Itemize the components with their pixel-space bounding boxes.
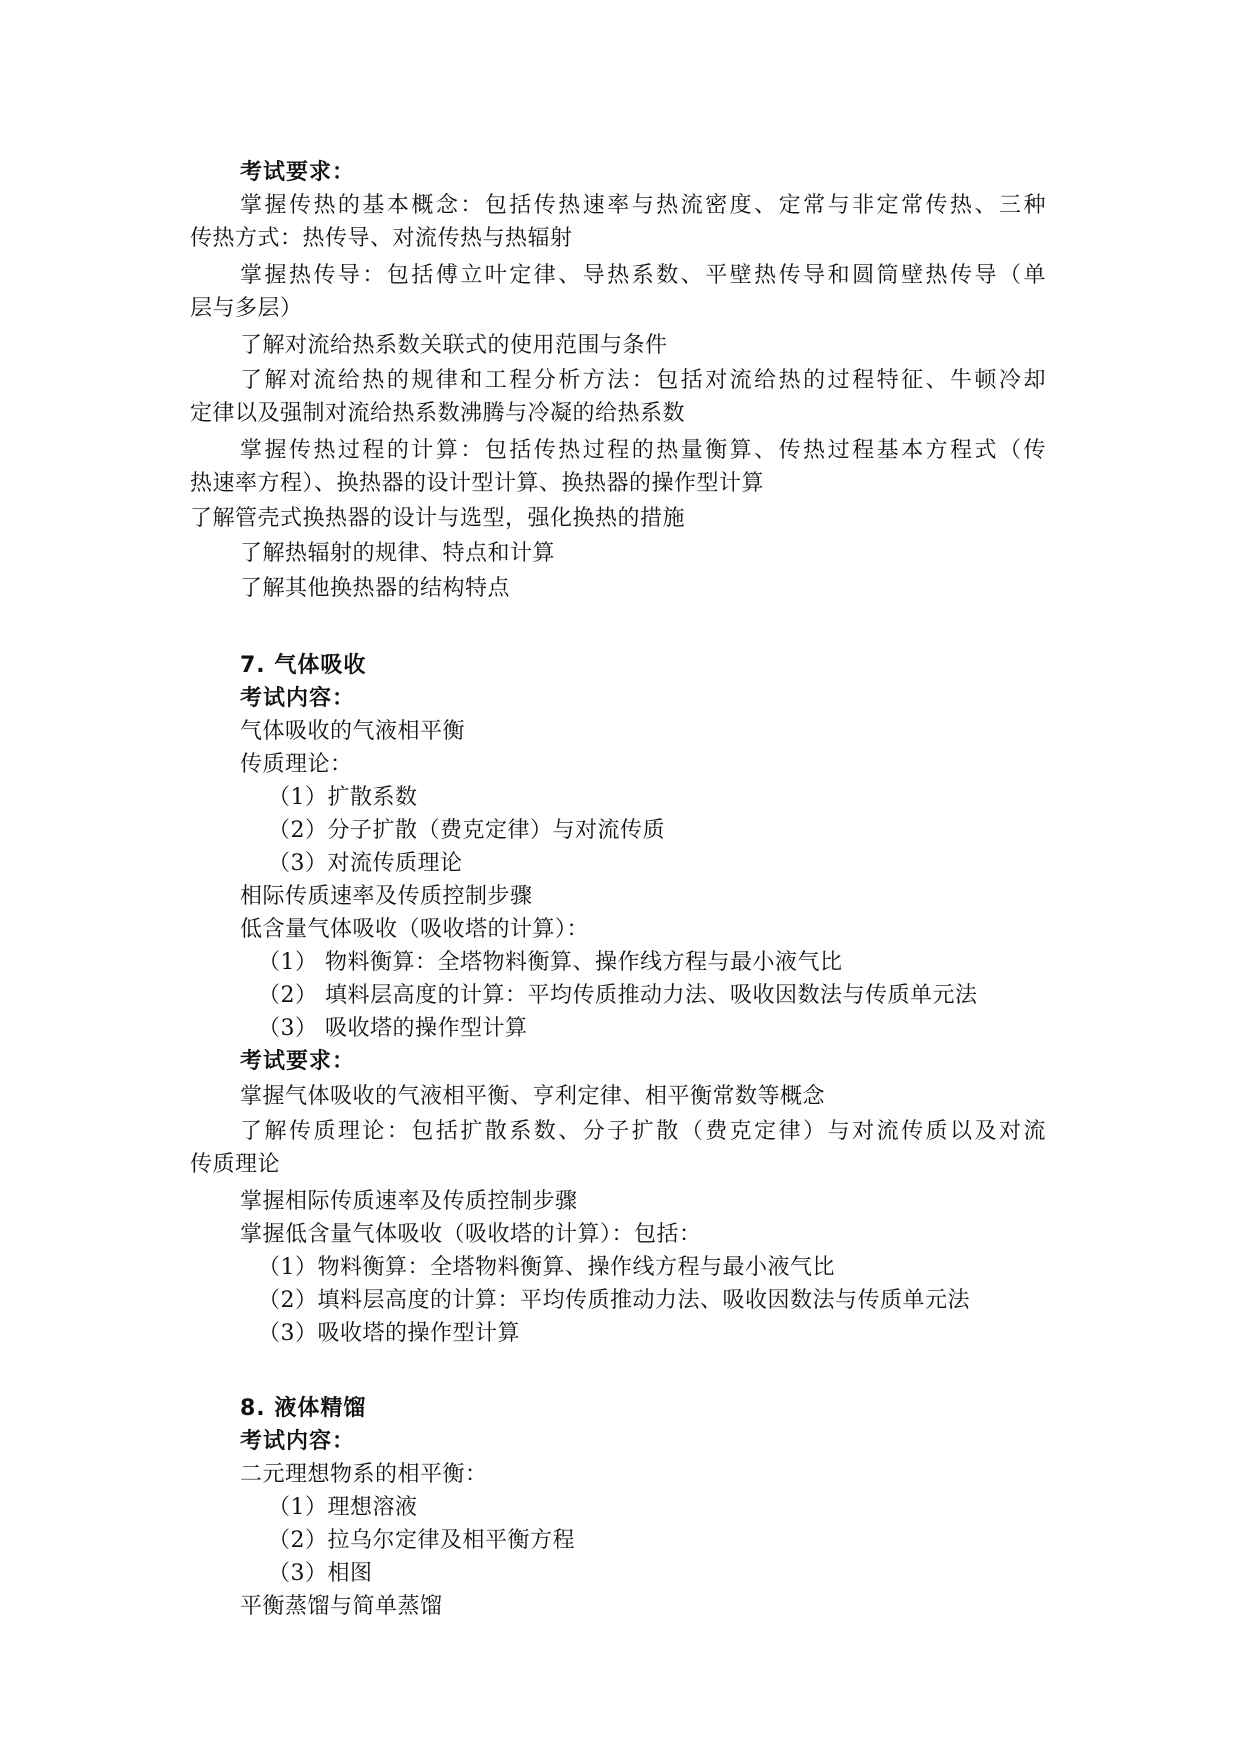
heat-req-line: 热速率方程）、换热器的设计型计算、换热器的操作型计算 [190, 471, 765, 496]
section-7-content-line: （3）对流传质理论 [268, 851, 463, 876]
section-7-req-line: 了解传质理论：包括扩散系数、分子扩散（费克定律）与对流传质以及对流 [240, 1119, 1046, 1144]
heat-requirements-heading: 考试要求： [240, 160, 356, 185]
section-7-req-line: 掌握低含量气体吸收（吸收塔的计算）：包括： [240, 1222, 702, 1247]
section-7-content-line: （2） 填料层高度的计算：平均传质推动力法、吸收因数法与传质单元法 [258, 983, 978, 1008]
section-7-content-line: 气体吸收的气液相平衡 [240, 719, 466, 744]
section-8-title: 8. 液体精馏 [240, 1396, 367, 1421]
section-7-content-line: （2）分子扩散（费克定律）与对流传质 [268, 818, 665, 843]
section-8-content-line: （3）相图 [268, 1561, 373, 1586]
heat-req-line: 了解其他换热器的结构特点 [240, 576, 511, 601]
section-8-content-line: （1）理想溶液 [268, 1495, 418, 1520]
section-8-content-line: 平衡蒸馏与简单蒸馏 [240, 1594, 443, 1619]
section-7-req-line: 掌握气体吸收的气液相平衡、亨利定律、相平衡常数等概念 [240, 1084, 826, 1109]
section-8-content-heading: 考试内容： [240, 1429, 356, 1454]
heat-req-line: 掌握传热过程的计算：包括传热过程的热量衡算、传热过程基本方程式（传 [240, 438, 1046, 463]
section-7-content-line: （3） 吸收塔的操作型计算 [258, 1016, 528, 1041]
section-7-content-line: 相际传质速率及传质控制步骤 [240, 884, 533, 909]
heat-req-line: 掌握热传导：包括傅立叶定律、导热系数、平壁热传导和圆筒壁热传导（单 [240, 263, 1046, 288]
heat-req-line: 了解对流给热系数关联式的使用范围与条件 [240, 333, 668, 358]
section-7-content-line: （1）扩散系数 [268, 785, 418, 810]
section-7-req-heading: 考试要求： [240, 1049, 356, 1074]
section-7-req-line: 传质理论 [190, 1152, 281, 1177]
heat-req-line: 层与多层） [190, 296, 303, 321]
heat-req-line: 了解对流给热的规律和工程分析方法：包括对流给热的过程特征、牛顿冷却 [240, 368, 1046, 393]
heat-req-line: 掌握传热的基本概念：包括传热速率与热流密度、定常与非定常传热、三种 [240, 193, 1046, 218]
section-8-content-line: （2）拉乌尔定律及相平衡方程 [268, 1528, 575, 1553]
heat-req-line: 了解热辐射的规律、特点和计算 [240, 541, 556, 566]
section-7-req-line: （1）物料衡算：全塔物料衡算、操作线方程与最小液气比 [258, 1255, 835, 1280]
heat-req-line: 传热方式：热传导、对流传热与热辐射 [190, 226, 573, 251]
section-7-content-line: 低含量气体吸收（吸收塔的计算）： [240, 917, 590, 942]
section-8-content-line: 二元理想物系的相平衡： [240, 1462, 488, 1487]
heat-req-line: 了解管壳式换热器的设计与选型，强化换热的措施 [190, 506, 686, 531]
section-7-req-line: （3）吸收塔的操作型计算 [258, 1321, 520, 1346]
section-7-content-line: 传质理论： [240, 752, 353, 777]
section-7-req-line: 掌握相际传质速率及传质控制步骤 [240, 1189, 578, 1214]
section-7-content-heading: 考试内容： [240, 686, 356, 711]
section-7-title: 7. 气体吸收 [240, 653, 367, 678]
section-7-content-line: （1） 物料衡算：全塔物料衡算、操作线方程与最小液气比 [258, 950, 843, 975]
section-7-req-line: （2）填料层高度的计算：平均传质推动力法、吸收因数法与传质单元法 [258, 1288, 970, 1313]
heat-req-line: 定律以及强制对流给热系数沸腾与冷凝的给热系数 [190, 401, 686, 426]
